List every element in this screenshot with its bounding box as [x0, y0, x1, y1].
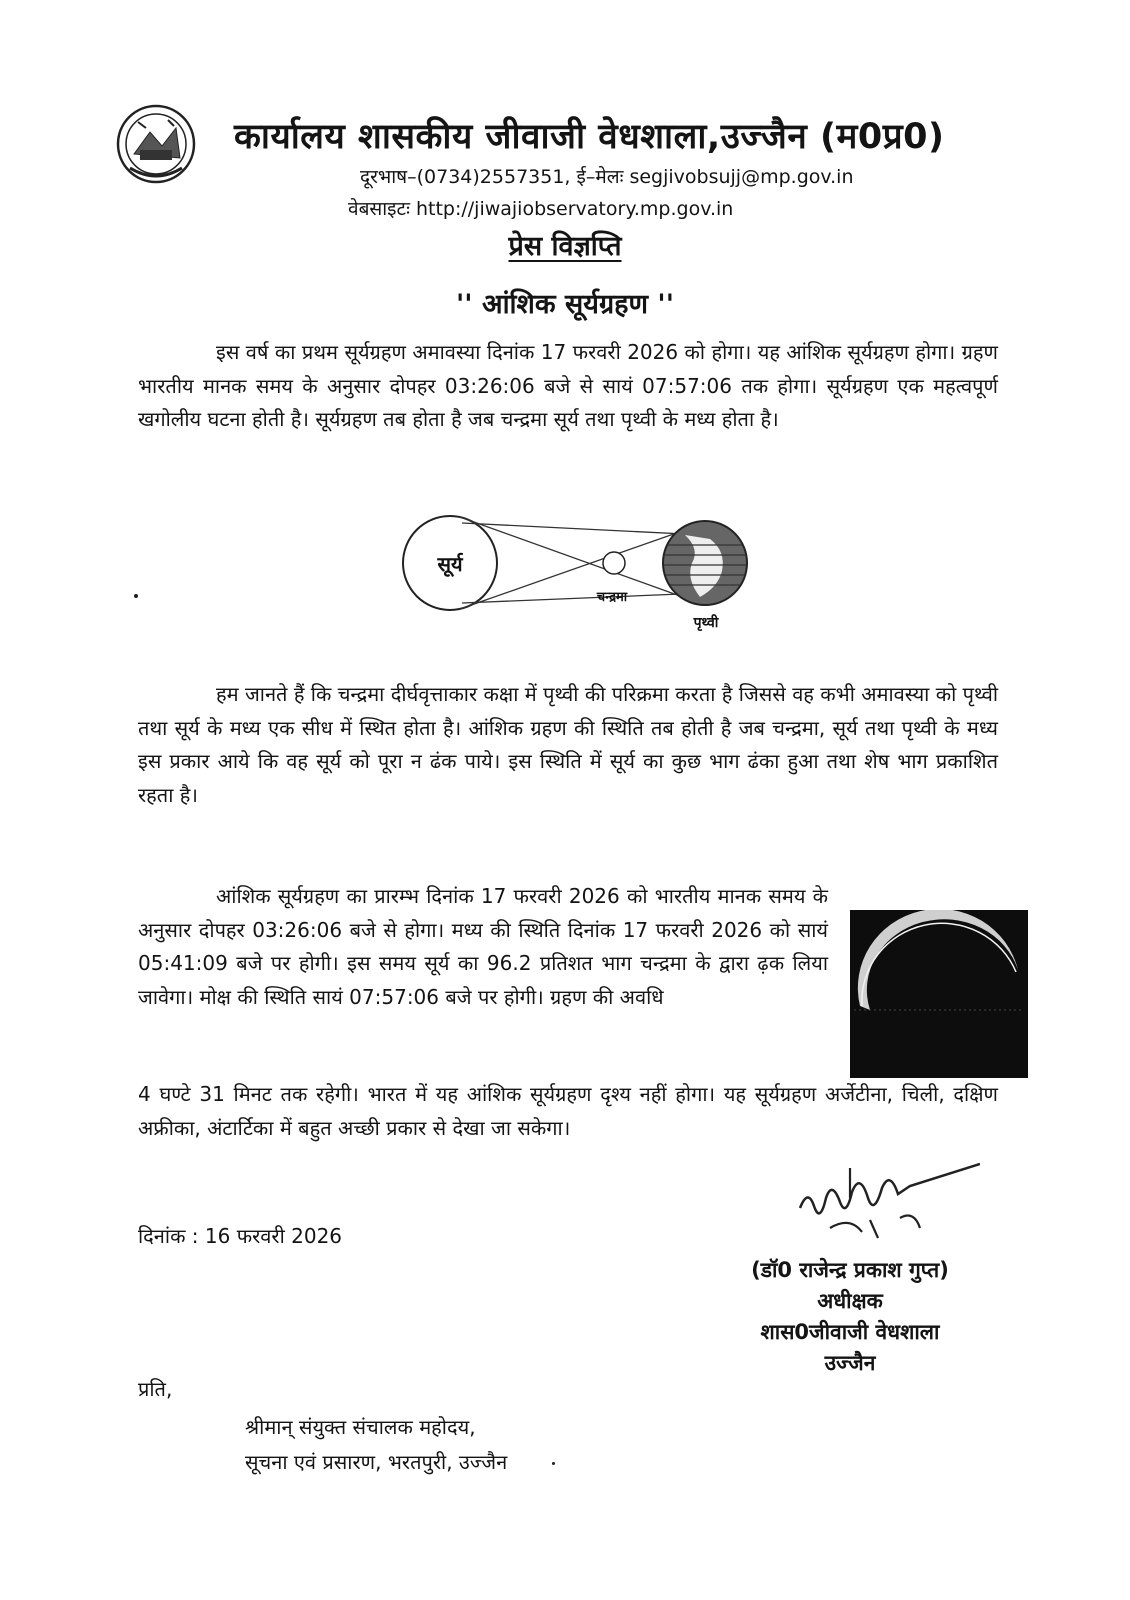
recipient-line-1: श्रीमान् संयुक्त संचालक महोदय, — [245, 1415, 476, 1439]
handwritten-signature — [790, 1158, 980, 1253]
partial-eclipse-photo — [850, 910, 1028, 1078]
subject-heading: '' आंशिक सूर्यग्रहण '' — [456, 289, 674, 320]
signatory-name: (डॉ0 राजेन्द्र प्रकाश गुप्त) — [751, 1258, 949, 1282]
press-release-heading — [0, 226, 1130, 263]
press-release-heading-text: प्रेस विज्ञप्ति — [508, 231, 622, 262]
paragraph-3-part-2: 4 घण्टे 31 मिनट तक रहेगी। भारत में यह आंशिक सूर्यग्रहण दृश्य नहीं होगा। यह सूर्यग्रहण अर्जेटीना, चिली, दक्षिण अफ्रीका, अंटार्टिका में बहुत अच्छी प्रकार से देखा जा सकेगा। — [138, 1082, 998, 1140]
recipient-address — [245, 1410, 507, 1480]
observatory-seal-icon — [110, 102, 202, 188]
website-line: वेबसाइटः http://jiwajiobservatory.mp.gov.in — [348, 198, 734, 220]
paragraph-2: हम जानते हैं कि चन्द्रमा दीर्घवृत्ताकार कक्षा में पृथ्वी की परिक्रमा करता है जिससे वह कभी अमावस्या को पृथ्वी तथा सूर्य के मध्य एक सीध में स्थित होता है। आंशिक ग्रहण की स्थिति तब होती है जब चन्द्रमा, सूर्य तथा पृथ्वी के मध्य इस प्रकार आये कि वह सूर्य को पूरा न ढंक पाये। इस स्थिति में सूर्य का कुछ भाग ढंका हुआ तथा शेष भाग प्रकाशित रहता है। — [138, 682, 998, 807]
eclipse-diagram — [400, 505, 770, 645]
signatory-designation: अधीक्षक — [817, 1289, 883, 1313]
sun-label: सूर्य — [437, 552, 463, 576]
recipient-prefix: प्रति, — [138, 1377, 173, 1401]
stray-mark — [552, 1462, 555, 1465]
signatory-city: उज्जैन — [824, 1351, 876, 1375]
recipient-line-2: सूचना एवं प्रसारण, भरतपुरी, उज्जैन — [245, 1450, 508, 1474]
stray-mark — [134, 594, 138, 598]
signatory-office: शास0जीवाजी वेधशाला — [760, 1320, 940, 1344]
moon-label: चन्द्रमा — [596, 590, 628, 605]
date-line: दिनांक : 16 फरवरी 2026 — [138, 1224, 343, 1248]
paragraph-1: इस वर्ष का प्रथम सूर्यग्रहण अमावस्या दिनांक 17 फरवरी 2026 को होगा। यह आंशिक सूर्यग्रहण होगा। ग्रहण भारतीय मानक समय के अनुसार दोपहर 03:26:06 बजे से सायं 07:57:06 तक होगा। सूर्यग्रहण एक महत्वपूर्ण खगोलीय घटना होती है। सूर्यग्रहण तब होता है जब चन्द्रमा सूर्य तथा पृथ्वी के मध्य होता है। — [138, 340, 998, 431]
office-title: कार्यालय शासकीय जीवाजी वेधशाला,उज्जैन (म0प्र0) — [234, 117, 945, 157]
signature-block — [700, 1255, 1000, 1379]
paragraph-3-part-1: आंशिक सूर्यग्रहण का प्रारम्भ दिनांक 17 फरवरी 2026 को भारतीय मानक समय के अनुसार दोपहर 03:26:06 बजे से होगा। मध्य की स्थिति दिनांक 17 फरवरी 2026 को सायं 05:41:09 बजे पर होगी। इस समय सूर्य का 96.2 प्रतिशत भाग चन्द्रमा के द्वारा ढ़क लिया जावेगा। मोक्ष की स्थिति सायं 07:57:06 बजे पर होगी। ग्रहण की अवधि — [138, 884, 828, 1009]
contact-line: दूरभाष–(0734)2557351, ई–मेलः segjivobsujj@mp.gov.in — [360, 166, 854, 188]
earth-label: पृथ्वी — [693, 615, 719, 631]
